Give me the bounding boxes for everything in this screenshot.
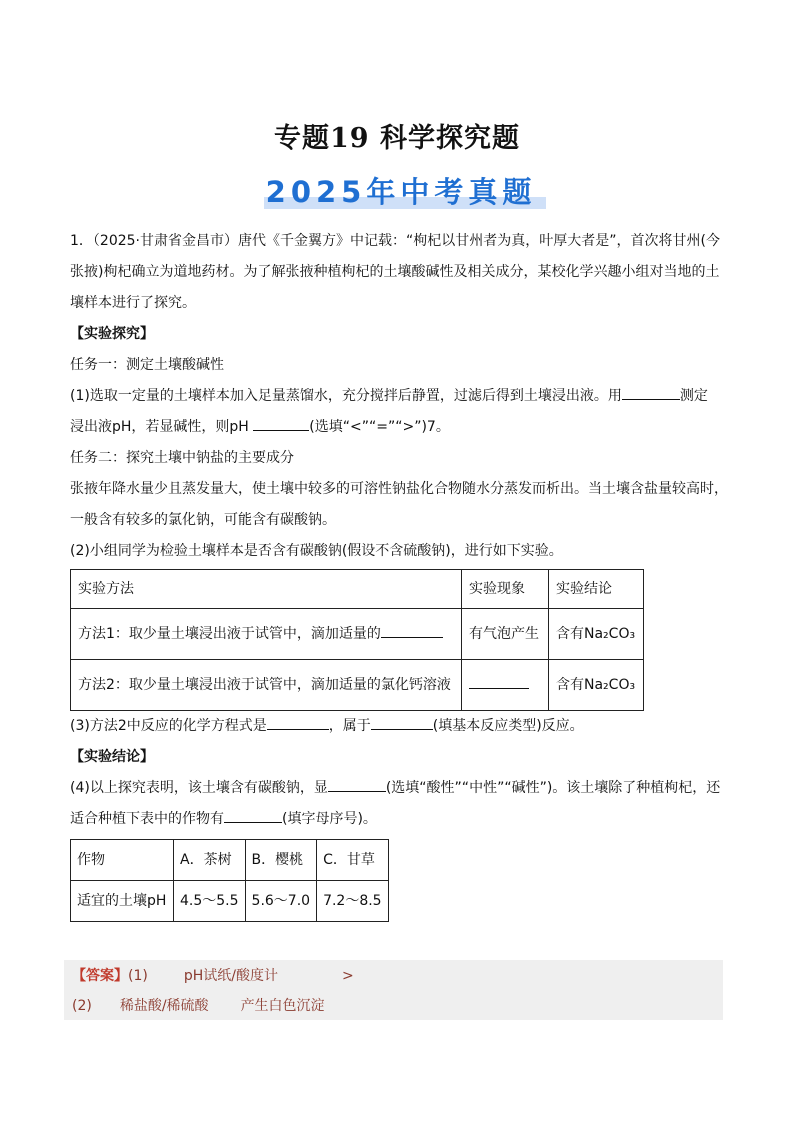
answer-blank-3[interactable] — [381, 623, 443, 638]
phenomenon-cell — [462, 660, 549, 711]
task1-heading: 任务一：测定土壤酸碱性 — [70, 357, 224, 373]
crop-ph-table — [70, 839, 389, 922]
page-title: 专题19 科学探究题 — [274, 123, 520, 154]
answer-blank-5[interactable] — [267, 715, 329, 730]
crop-cell: 适宜的土壤pH — [71, 881, 174, 922]
q1-text-b: 测定 — [679, 388, 708, 404]
answer-num: (1) — [128, 968, 148, 984]
q3-line — [70, 711, 730, 742]
answer-row-1 — [72, 962, 354, 990]
answer-label: 【答案】 — [72, 968, 128, 984]
phenomenon-cell: 有气泡产生 — [462, 609, 549, 660]
q1-line1 — [70, 381, 730, 412]
table-row — [71, 609, 644, 660]
method-cell — [71, 609, 462, 660]
crop-cell: 作物 — [71, 840, 174, 881]
table-header-cell: 实验结论 — [549, 570, 644, 609]
answer-value: 稀盐酸/稀硫酸 — [119, 998, 209, 1014]
answer-row-2 — [72, 992, 325, 1020]
table-header-row — [71, 570, 644, 609]
question-body — [70, 226, 730, 922]
section-heading-conclusion: 【实验结论】 — [70, 749, 154, 765]
q3-text-b: ，属于 — [328, 718, 371, 734]
q4-text-c: 适合种植下表中的作物有 — [70, 811, 224, 827]
experiment-table — [70, 569, 644, 711]
conclusion-cell: 含有Na₂CO₃ — [549, 609, 644, 660]
crop-header-row — [71, 840, 389, 881]
answer-value: > — [341, 968, 354, 984]
banner-text: 2025年中考真题 — [265, 175, 537, 209]
background-text: 张掖年降水量少且蒸发量大，使土壤中较多的可溶性钠盐化合物随水分蒸发而析出。当土壤含盐量较高时，一般含有较多的氯化钠，可能含有碳酸钠。 — [70, 481, 728, 528]
answer-blank-2[interactable] — [253, 416, 309, 431]
answer-blank-4[interactable] — [469, 674, 529, 689]
answer-value: pH试纸/酸度计 — [183, 968, 278, 984]
crop-cell: C．甘草 — [317, 840, 389, 881]
q4-line1 — [70, 773, 730, 804]
table-header-cell: 实验方法 — [71, 570, 462, 609]
q3-text-a: (3)方法2中反应的化学方程式是 — [70, 718, 267, 734]
q2-text: (2)小组同学为检验土壤样本是否含有碳酸钠(假设不含硫酸钠)，进行如下实验。 — [70, 543, 563, 559]
answer-blank-1[interactable] — [622, 385, 680, 400]
method-cell: 方法2：取少量土壤浸出液于试管中，滴加适量的氯化钙溶液 — [71, 660, 462, 711]
answer-value: 产生白色沉淀 — [240, 998, 325, 1014]
answer-blank-8[interactable] — [224, 808, 282, 823]
crop-cell: B．樱桃 — [245, 840, 317, 881]
q4-line2 — [70, 804, 730, 835]
crop-cell: A．茶树 — [174, 840, 246, 881]
table-header-cell: 实验现象 — [462, 570, 549, 609]
q4-text-d: (填字母序号)。 — [282, 811, 377, 827]
q4-text-a: (4)以上探究表明，该土壤含有碳酸钠，显 — [70, 780, 328, 796]
question-intro: 1．（2025·甘肃省金昌市）唐代《千金翼方》中记载：“枸杞以甘州者为真，叶厚大者是”，首次将甘州(今张掖)枸杞确立为道地药材。为了解张掖种植枸杞的土壤酸碱性及相关成分，某校化学兴趣小组对当地的土壤样本进行了探究。 — [70, 233, 720, 311]
task2-heading: 任务二：探究土壤中钠盐的主要成分 — [70, 450, 294, 466]
table-row — [71, 660, 644, 711]
conclusion-cell: 含有Na₂CO₃ — [549, 660, 644, 711]
q3-text-c: (填基本反应类型)反应。 — [432, 718, 584, 734]
q1-text-c: 浸出液pH，若显碱性，则pH — [70, 419, 249, 435]
answer-blank-6[interactable] — [371, 715, 433, 730]
answer-num: (2) — [72, 998, 92, 1014]
q4-text-b: (选填“酸性”“中性”“碱性”)。该土壤除了种植枸杞，还 — [385, 780, 721, 796]
q1-line2 — [70, 412, 730, 443]
q1-text-d: (选填“<”“=”“>”)7。 — [309, 419, 450, 435]
answer-box — [64, 960, 723, 1020]
answer-blank-7[interactable] — [328, 777, 386, 792]
q1-text-a: (1)选取一定量的土壤样本加入足量蒸馏水，充分搅拌后静置，过滤后得到土壤浸出液。用 — [70, 388, 622, 404]
crop-cell: 5.6～7.0 — [245, 881, 317, 922]
crop-cell: 4.5～5.5 — [174, 881, 246, 922]
method-text: 方法1：取少量土壤浸出液于试管中，滴加适量的 — [78, 625, 381, 642]
section-heading-explore: 【实验探究】 — [70, 326, 154, 342]
crop-ph-row — [71, 881, 389, 922]
year-banner — [254, 168, 548, 212]
crop-cell: 7.2～8.5 — [317, 881, 389, 922]
